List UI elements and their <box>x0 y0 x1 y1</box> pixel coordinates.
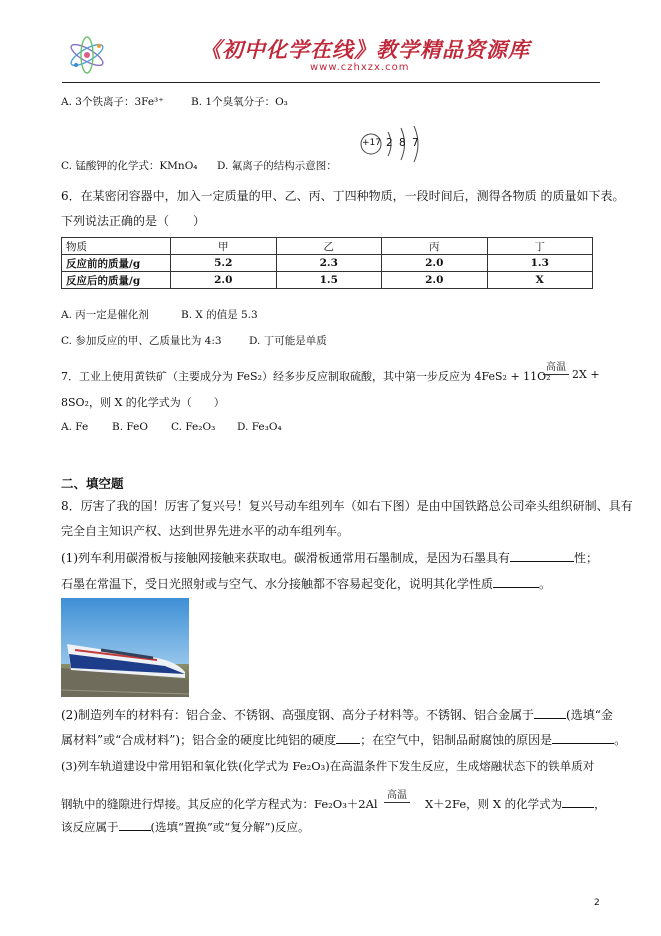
q5-option-c: C. 锰酸钾的化学式：KMnO₄ <box>61 160 198 172</box>
q8-part3-line2-end <box>425 796 606 812</box>
table-header-row <box>62 238 593 255</box>
table-row <box>62 255 593 272</box>
q8-part3-text: ， <box>594 797 606 811</box>
q5-option-a: A. 3个铁离子：3Fe³⁺ <box>61 96 164 108</box>
q8-part2-text: 。 <box>614 733 627 747</box>
answer-blank[interactable] <box>534 707 566 719</box>
q8-part3-text: (选填“置换”或“复分解”)反应。 <box>150 820 310 834</box>
q8-part1-line2 <box>61 575 551 592</box>
table-header-cell: 物质 <box>62 238 171 255</box>
q7-condition-text: 高温 <box>546 362 566 373</box>
table-cell: 1.5 <box>276 272 382 289</box>
q8-part3-text: 该反应属于 <box>61 820 119 834</box>
q6-option-b: B. X 的值是 5.3 <box>181 309 258 321</box>
q8-part2-text: ；在空气中，铝制品耐腐蚀的原因是 <box>360 733 553 747</box>
q8-part1-text: 性； <box>574 551 599 565</box>
table-cell: 2.0 <box>382 272 488 289</box>
q8-part2-line1 <box>61 706 613 723</box>
answer-blank[interactable] <box>552 732 614 744</box>
q8-stem-line1: 8．厉害了我的国！厉害了复兴号！复兴号动车组列车（如右下图）是由中国铁路总公司牵头组织研制、具有 <box>61 499 633 513</box>
table-cell: 反应后的质量/g <box>62 272 171 289</box>
q6-option-a: A. 丙一定是催化剂 <box>61 309 149 321</box>
q8-part3-line3 <box>61 819 310 835</box>
q6-stem-line1: 6．在某密闭容器中，加入一定质量的甲、乙、丙、丁四种物质，一段时间后，测得各物质 的质量如下表。 <box>61 189 625 203</box>
q6-option-d: D. 丁可能是单质 <box>249 335 327 347</box>
table-cell: X <box>487 272 593 289</box>
header-title: 《初中化学在线》教学精品资源库 <box>200 37 530 62</box>
table-cell: 5.2 <box>171 255 277 272</box>
q8-part2-text: (2)制造列车的材料有：铝合金、不锈钢、高强度钢、高分子材料等。不锈钢、铝合金属于 <box>61 708 535 722</box>
table-header-cell: 丙 <box>382 238 488 255</box>
q8-part1-text: 。 <box>539 577 552 591</box>
q8-part3-line2-start: 钢轨中的缝隙进行焊接。其反应的化学方程式为：Fe₂O₃＋2Al <box>61 797 378 811</box>
q7-stem-after: 2X + <box>572 368 600 381</box>
answer-blank[interactable] <box>493 576 539 588</box>
answer-blank[interactable] <box>336 732 360 744</box>
q5-option-b: B. 1个臭氧分子：O₃ <box>191 96 288 108</box>
q5-option-d: D. 氟离子的结构示意图： <box>217 160 337 172</box>
page-number: 2 <box>594 898 600 908</box>
answer-blank[interactable] <box>562 796 594 808</box>
q6-option-c: C. 参加反应的甲、乙质量比为 4:3 <box>61 335 222 347</box>
diagram-shells: 2 8 7 <box>386 137 419 149</box>
q6-stem-line2: 下列说法正确的是（ ） <box>61 214 206 228</box>
atom-logo-icon <box>66 34 108 76</box>
q8-part1-text: (1)列车利用碳滑板与接触网接触来获取电。碳滑板通常用石墨制成，是因为石墨具有 <box>61 551 511 565</box>
table-header-cell: 丁 <box>487 238 593 255</box>
table-row <box>62 272 593 289</box>
q8-part3-text: X＋2Fe，则 X 的化学式为 <box>425 797 563 811</box>
answer-blank[interactable] <box>510 550 574 562</box>
answer-blank[interactable] <box>119 819 151 831</box>
q7-option-c: C. Fe₂O₃ <box>171 421 216 433</box>
q8-part2-text: 属材料”或“合成材料”)；铝合金的硬度比纯铝的硬度 <box>61 733 337 747</box>
table-cell: 2.0 <box>382 255 488 272</box>
q7-reaction-condition <box>543 358 569 375</box>
q8-condition-text: 高温 <box>387 790 407 801</box>
table-header-cell: 乙 <box>276 238 382 255</box>
q7-option-a: A. Fe <box>61 421 89 433</box>
q8-part1-line1 <box>61 549 598 566</box>
table-cell: 2.0 <box>171 272 277 289</box>
section-title: 二、填空题 <box>61 476 124 491</box>
table-cell: 2.3 <box>276 255 382 272</box>
header-url: www.czhxzx.com <box>310 62 410 73</box>
table-cell: 反应前的质量/g <box>62 255 171 272</box>
q7-stem-line1: 7．工业上使用黄铁矿（主要成分为 FeS₂）经多步反应制取硫酸，其中第一步反应为 4FeS₂ + 11O₂ <box>61 370 551 383</box>
train-photo <box>61 598 189 697</box>
q7-stem-line2: 8SO₂，则 X 的化学式为（ ） <box>61 396 225 409</box>
q7-option-b: B. FeO <box>112 421 148 433</box>
diagram-nucleus: +17 <box>362 138 381 148</box>
mass-table <box>61 237 593 289</box>
q8-part2-line2 <box>61 731 626 748</box>
q8-part1-text: 石墨在常温下，受日光照射或与空气、水分接触都不容易起变化，说明其化学性质 <box>61 577 494 591</box>
table-header-cell: 甲 <box>171 238 277 255</box>
q8-part2-text: (选填“金 <box>566 708 613 722</box>
q8-reaction-condition <box>384 786 410 803</box>
q8-part3-line1: (3)列车轨道建设中常用铝和氧化铁(化学式为 Fe₂O₃)在高温条件下发生反应，生成熔融状态下的铁单质对 <box>61 759 595 773</box>
table-cell: 1.3 <box>487 255 593 272</box>
header-divider <box>62 82 600 83</box>
q8-stem-line2: 完全自主知识产权、达到世界先进水平的动车组列车。 <box>61 524 350 538</box>
q7-option-d: D. Fe₃O₄ <box>237 421 282 433</box>
